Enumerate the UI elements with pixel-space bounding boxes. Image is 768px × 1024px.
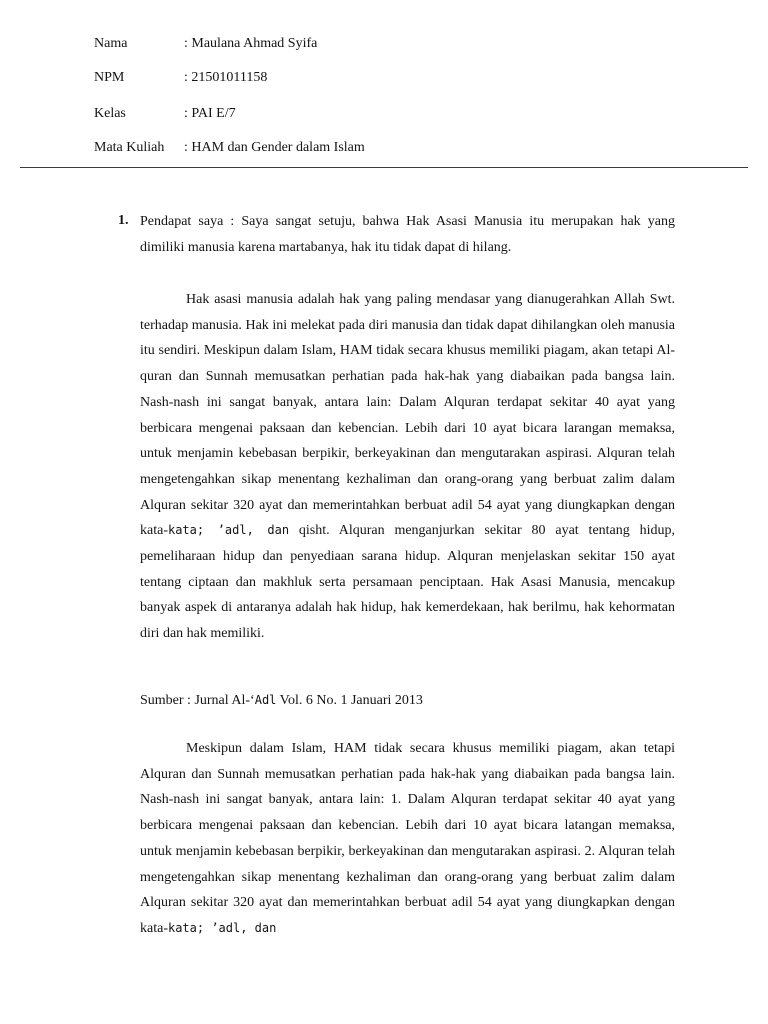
source-citation <box>140 688 675 714</box>
info-value: : PAI E/7 <box>184 106 236 121</box>
info-value: : Maulana Ahmad Syifa <box>184 36 318 51</box>
info-label: Kelas <box>94 106 126 121</box>
opinion-paragraph: Pendapat saya : Saya sangat setuju, bahwa Hak Asasi Manusia itu merupakan hak yang dimiliki manusia karena martabanya, hak itu tidak dapat di hilang. <box>140 214 675 255</box>
info-label: NPM <box>94 70 125 85</box>
body-paragraph-2 <box>140 736 675 942</box>
paragraph-text: Meskipun dalam Islam, HAM tidak secara khusus memiliki piagam, akan tetapi Alquran dan Sunnah memusatkan perhatian pada hak-hak yang diabaikan pada bangsa lain. Nash-nash ini sangat banyak, antara lain: 1. Dalam Alquran terdapat sekitar 40 ayat yang berbicara mengenai paksaan dan kebencian. Lebih dari 10 ayat bicara latangan memaksa, untuk menjamin kebebasan berpikir, berkeyakinan dan mengutarakan aspirasi. 2. Alquran telah mengetengahkan sikap menentang kezhaliman dan orang-orang yang berbuat zalim dalam Alquran sekitar 320 ayat dan memerintahkan berbuat adil 54 ayat yang diungkapkan dengan kata- <box>140 741 675 936</box>
info-value: : HAM dan Gender dalam Islam <box>184 140 365 155</box>
source-label: Sumber : Jurnal Al-‘ <box>140 693 255 708</box>
info-label: Mata Kuliah <box>94 140 165 155</box>
source-detail: Vol. 6 No. 1 Januari 2013 <box>276 693 423 708</box>
body-paragraph-1 <box>140 287 675 647</box>
transliterated-terms: kata; ’adl, dan <box>167 523 290 538</box>
info-row-mata-kuliah <box>94 138 365 158</box>
paragraph-text: qisht. Alquran menganjurkan sekitar 80 ayat tentang hidup, pemeliharaan hidup dan penyediaan sarana hidup. Alquran menjelaskan sekitar 150 ayat tentang ciptaan dan makhluk serta persamaan penciptaan. Hak Asasi Manusia, mencakup banyak aspek di antaranya adalah hak hidup, hak kemerdekaan, hak berilmu, hak kehormatan diri dan hak memiliki. <box>140 523 675 642</box>
info-row-kelas <box>94 104 236 124</box>
transliterated-term: Adl <box>254 693 277 707</box>
info-row-npm <box>94 68 267 88</box>
info-value: : 21501011158 <box>184 70 268 85</box>
answer-number: 1. <box>118 213 129 228</box>
transliterated-terms: kata; ’adl, dan <box>167 920 277 935</box>
paragraph-text: Hak asasi manusia adalah hak yang paling mendasar yang dianugerahkan Allah Swt. terhadap manusia. Hak ini melekat pada diri manusia dan tidak dapat dihilangkan oleh manusia itu sendiri. Meskipun dalam Islam, HAM tidak secara khusus memiliki piagam, akan tetapi Al-quran dan Sunnah memusatkan perhatian pada hak-hak yang diabaikan pada bangsa lain. Nash-nash ini sangat banyak, antara lain: Dalam Alquran terdapat sekitar 40 ayat yang berbicara mengenai paksaan dan kebencian. Lebih dari 10 ayat bicara larangan memaksa, untuk menjamin kebebasan berpikir, berkeyakinan dan mengutarakan aspirasi. Alquran telah mengetengahkan sikap menentang kezhaliman dan orang-orang yang berbuat zalim dalam Alquran sekitar 320 ayat dan memerintahkan berbuat adil 54 ayat yang diungkapkan dengan kata- <box>140 292 675 539</box>
info-row-nama <box>94 34 317 54</box>
info-label: Nama <box>94 36 128 51</box>
header-divider <box>20 167 748 168</box>
